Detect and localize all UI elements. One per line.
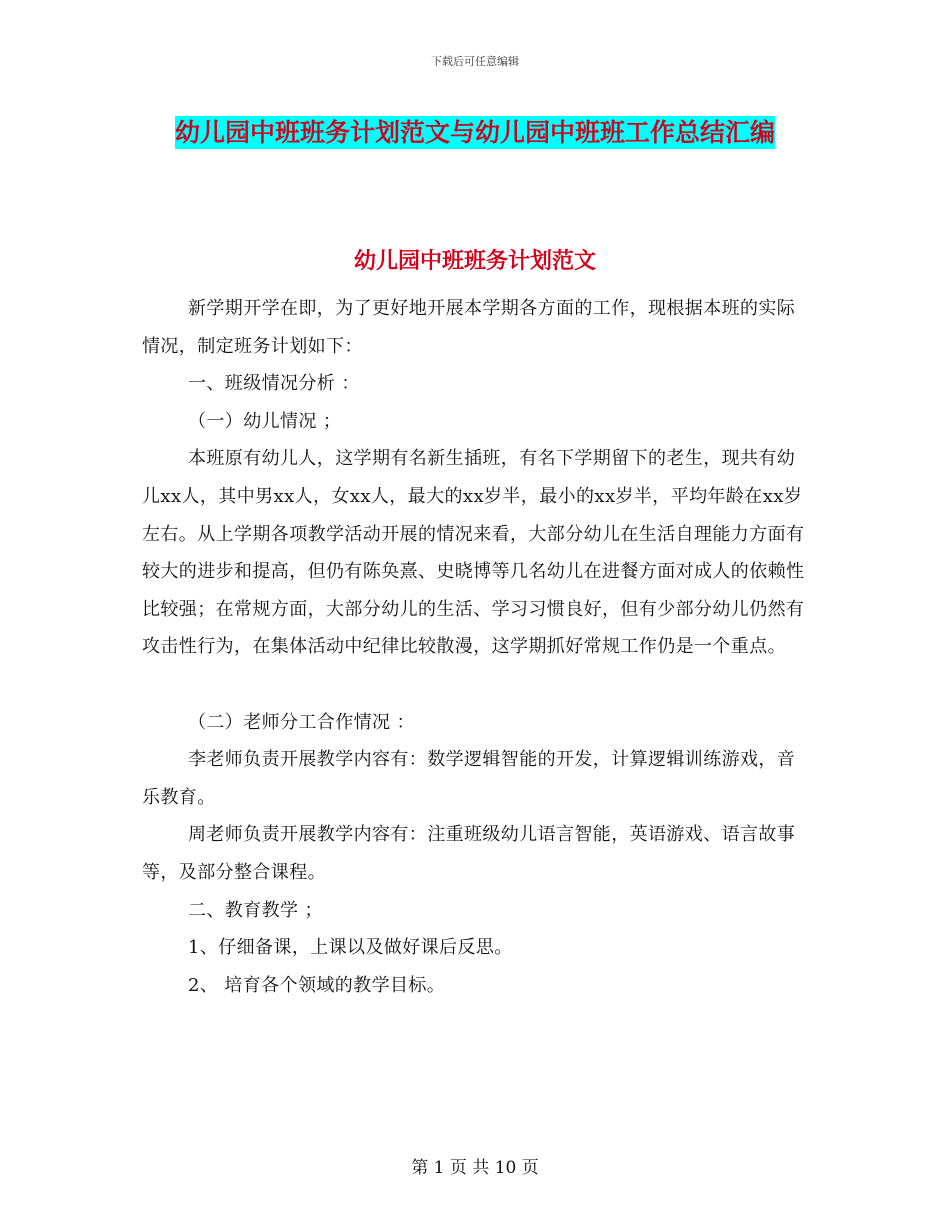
document-title-text: 幼儿园中班班务计划范文与幼儿园中班班工作总结汇编 (174, 118, 775, 147)
paragraph-gap (142, 666, 812, 704)
children-situation-paragraph: 本班原有幼儿人，这学期有名新生插班，有名下学期留下的老生，现共有幼儿xx人，其中男xx人，女xx人，最大的xx岁半，最小的xx岁半，平均年龄在xx岁左右。从上学期各项教学活动开展的情况来看，大部分幼儿在生活自理能力方面有较大的进步和提高，但仍有陈奂熹、史晓博等几名幼儿在进餐方面对成人的依赖性比较强；在常规方面，大部分幼儿的生活、学习习惯良好，但有少部分幼儿仍然有攻击性行为，在集体活动中纪律比较散漫，这学期抓好常规工作仍是一个重点。 (142, 448, 805, 658)
heading-education-teaching: 二、教育教学 ； (188, 899, 323, 921)
heading-class-analysis: 一、班级情况分析 ： (188, 373, 360, 395)
document-title (140, 110, 810, 155)
subheading-teacher-division: （二）老师分工合作情况 ： (188, 711, 415, 733)
list-item-domain-goals: 2、 培育各个领域的教学目标。 (188, 974, 446, 996)
subheading-children-situation: （一）幼儿情况 ； (188, 410, 342, 432)
document-body (142, 290, 812, 1004)
intro-paragraph: 新学期开学在即，为了更好地开展本学期各方面的工作，现根据本班的实际情况，制定班务计划如下： (142, 298, 796, 357)
page-footer: 第 1 页 共 10 页 (411, 1158, 539, 1178)
section-title: 幼儿园中班班务计划范文 (353, 249, 596, 274)
list-item-lesson-prep: 1、仔细备课，上课以及做好课后反思。 (188, 937, 513, 959)
teacher-zhou-paragraph: 周老师负责开展教学内容有：注重班级幼儿语言智能，英语游戏、语言故事等，及部分整合课程。 (142, 824, 796, 883)
teacher-li-paragraph: 李老师负责开展教学内容有：数学逻辑智能的开发，计算逻辑训练游戏，音乐教育。 (142, 749, 796, 808)
header-note: 下载后可任意编辑 (431, 55, 519, 68)
